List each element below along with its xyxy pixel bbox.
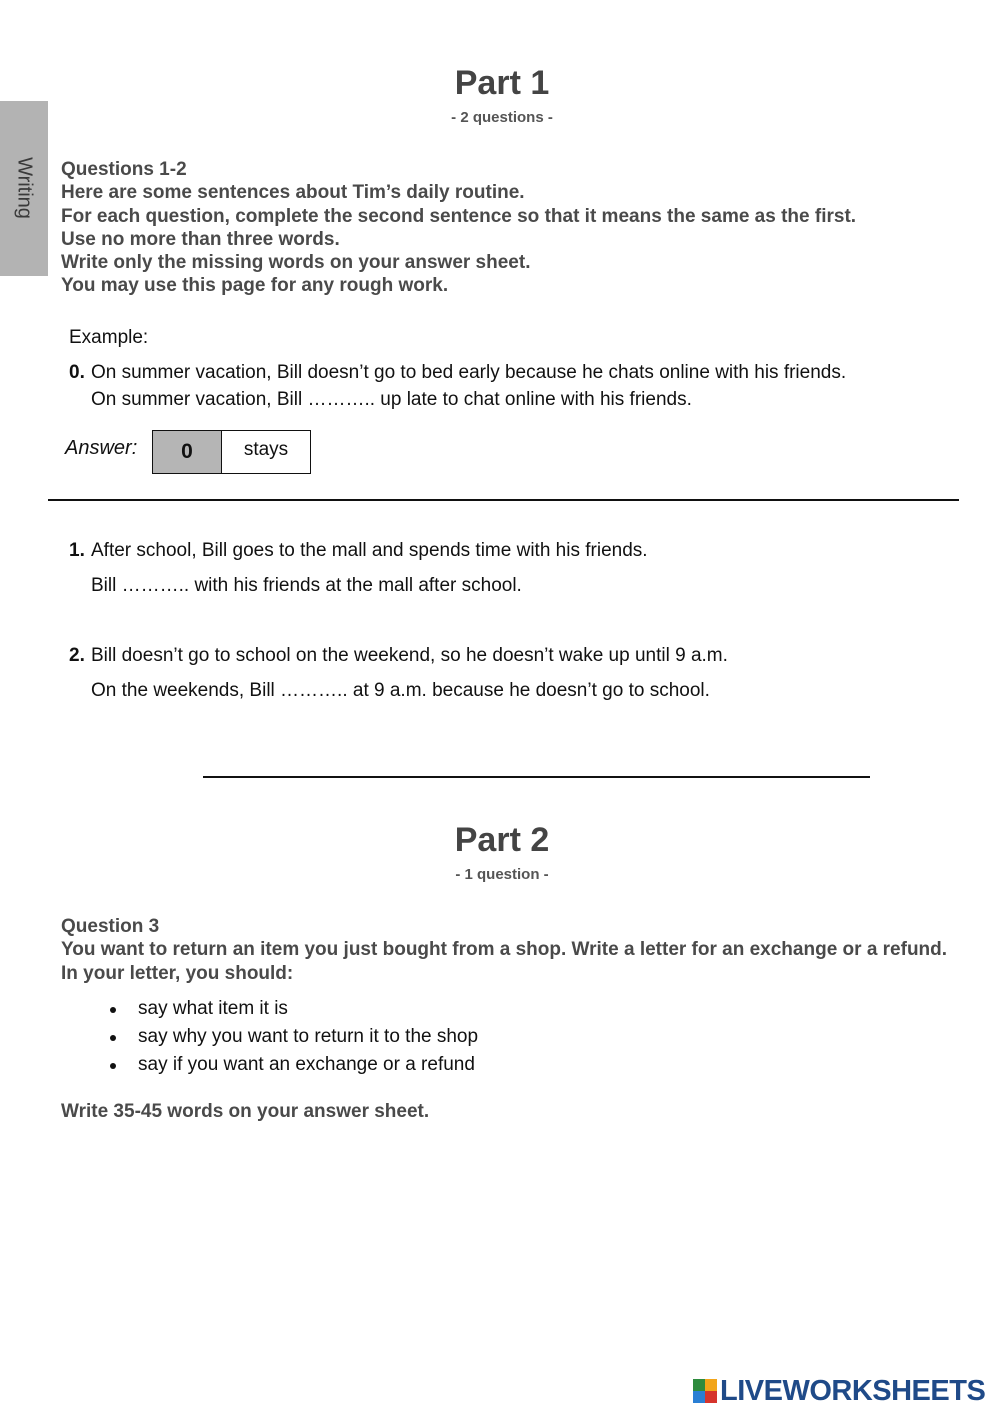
part1-instructions	[61, 158, 856, 298]
question-3-bullets	[110, 998, 478, 1082]
section-divider	[48, 499, 959, 501]
answer-word-cell: stays	[243, 439, 289, 460]
example-rewrite: On summer vacation, Bill ……….. up late to chat online with his friends.	[91, 389, 692, 410]
bullet-item: say if you want an exchange or a refund	[110, 1054, 478, 1082]
logo-block	[705, 1379, 717, 1391]
logo-blocks-icon	[693, 1379, 717, 1403]
part2-title: Part 2	[454, 821, 550, 859]
example-sentence: On summer vacation, Bill doesn’t go to bed early because he chats online with his friends.	[91, 362, 847, 383]
answer-label: Answer:	[65, 437, 138, 459]
example-label: Example:	[69, 327, 149, 348]
writing-side-tab	[0, 101, 48, 276]
answer-number-cell: 0	[153, 431, 222, 473]
question-3-prompt: You want to return an item you just bought from a shop. Write a letter for an exchange or a refund. In your letter, you should:	[61, 939, 948, 984]
part1-title: Part 1	[454, 64, 550, 102]
instruction-line: Here are some sentences about Tim’s daily routine.	[61, 182, 525, 204]
example-answer-box	[152, 430, 311, 474]
logo-block	[693, 1391, 705, 1403]
bullet-item: say why you want to return it to the shop	[110, 1026, 478, 1054]
instruction-line: You may use this page for any rough work.	[61, 275, 449, 297]
instruction-line: Write only the missing words on your answer sheet.	[61, 252, 531, 274]
logo-text: LIVEWORKSHEETS	[720, 1374, 986, 1407]
example-number: 0.	[69, 362, 85, 383]
instruction-line: Use no more than three words.	[61, 228, 340, 250]
question-2-sentence: Bill doesn’t go to school on the weekend, so he doesn’t wake up until 9 a.m.	[91, 645, 728, 666]
question-1-number: 1.	[69, 540, 85, 561]
part-divider	[203, 776, 870, 778]
question-2-rewrite: On the weekends, Bill ……….. at 9 a.m. because he doesn’t go to school.	[91, 680, 710, 701]
question-1-sentence: After school, Bill goes to the mall and spends time with his friends.	[91, 540, 648, 561]
side-tab-label: Writing	[13, 157, 36, 219]
instruction-line: For each question, complete the second sentence so that it means the same as the first.	[61, 205, 857, 227]
logo-block	[693, 1379, 705, 1391]
part1-subtitle: - 2 questions -	[451, 109, 553, 126]
word-count-note: Write 35-45 words on your answer sheet.	[61, 1101, 430, 1122]
question-1-rewrite: Bill ……….. with his friends at the mall after school.	[91, 575, 522, 596]
liveworksheets-logo	[693, 1373, 985, 1409]
logo-block	[705, 1391, 717, 1403]
question-2-number: 2.	[69, 645, 85, 666]
bullet-item: say what item it is	[110, 998, 478, 1026]
questions-label: Questions 1-2	[61, 159, 187, 180]
question-3-label: Question 3	[61, 916, 160, 937]
question-3-block	[61, 915, 961, 985]
part2-subtitle: - 1 question -	[455, 866, 549, 883]
